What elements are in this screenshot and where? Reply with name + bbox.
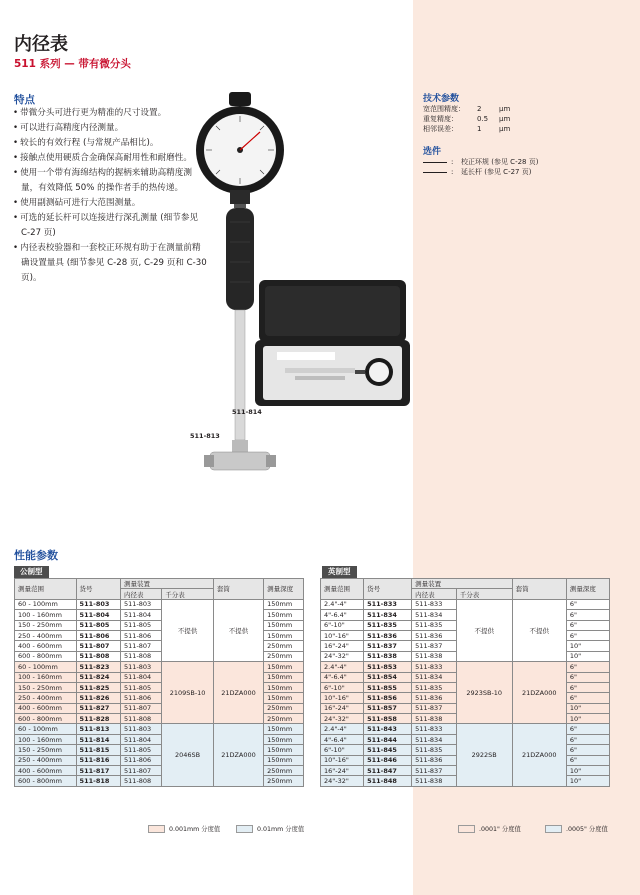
cell-range: 10"-16" <box>321 693 364 703</box>
cell-indicator: 511-808 <box>121 651 162 661</box>
legend-label: 0.001mm 分度值 <box>169 826 221 833</box>
cell-range: 10"-16" <box>321 755 364 765</box>
image-label-511-814: 511-814 <box>232 408 262 416</box>
legend-swatch <box>458 825 475 833</box>
cell-range: 24"-32" <box>321 714 364 724</box>
spec-label: 相邻误差： <box>423 125 458 133</box>
cell-range: 250 - 400mm <box>15 630 77 640</box>
tech-specs-heading: 技术参数 <box>423 94 460 104</box>
cell-range: 4"-6.4" <box>321 734 364 744</box>
cell-indicator: 511-804 <box>121 734 162 744</box>
cell-indicator: 511-835 <box>412 682 457 692</box>
header-indicator: 内径表 <box>121 589 162 599</box>
cell-micrometer: 不提供 <box>456 599 512 661</box>
feature-item: • 接触点使用硬质合金确保高耐用性和耐磨性。 <box>13 151 208 166</box>
option-dash <box>423 172 447 173</box>
legend-swatch <box>148 825 165 833</box>
cell-code: 511-815 <box>76 745 120 755</box>
header-indicator: 内径表 <box>412 589 457 599</box>
cell-indicator: 511-838 <box>412 714 457 724</box>
spec-row <box>423 124 510 134</box>
cell-range: 400 - 600mm <box>15 641 77 651</box>
spec-value: 2 <box>477 105 482 113</box>
cell-range: 150 - 250mm <box>15 620 77 630</box>
cell-range: 400 - 600mm <box>15 703 77 713</box>
header-row <box>15 579 304 589</box>
cell-indicator: 511-808 <box>121 714 162 724</box>
table-header <box>321 579 610 600</box>
cell-depth: 6" <box>566 745 609 755</box>
cell-indicator: 511-834 <box>412 734 457 744</box>
options-table <box>423 157 538 177</box>
cell-range: 6"-10" <box>321 620 364 630</box>
cell-indicator: 511-835 <box>412 745 457 755</box>
cell-code: 511-804 <box>76 610 120 620</box>
header-micrometer: 千分表 <box>162 589 214 599</box>
header-depth: 测量深度 <box>264 579 304 600</box>
table-group <box>321 662 610 724</box>
imperial-legend-1 <box>458 824 521 833</box>
cell-code: 511-823 <box>76 662 120 672</box>
cell-depth: 150mm <box>264 724 304 734</box>
image-label-511-813: 511-813 <box>190 432 220 440</box>
page-title: 内径表 <box>14 34 68 55</box>
cell-indicator: 511-807 <box>121 766 162 776</box>
cell-set: 21DZA000 <box>213 662 263 724</box>
cell-depth: 10" <box>566 703 609 713</box>
legend-label: 0.01mm 分度值 <box>257 826 305 833</box>
table-row <box>321 662 610 672</box>
cell-depth: 6" <box>566 755 609 765</box>
feature-item: • 较长的有效行程 (与常规产品相比)。 <box>13 136 208 151</box>
legend-label: .0005" 分度值 <box>566 826 608 833</box>
header-micrometer: 千分表 <box>456 589 512 599</box>
cell-set: 不提供 <box>512 599 566 661</box>
cell-depth: 150mm <box>264 662 304 672</box>
cell-depth: 150mm <box>264 599 304 609</box>
table-row <box>321 599 610 609</box>
metric-legend-2 <box>236 824 304 833</box>
cell-range: 16"-24" <box>321 703 364 713</box>
cell-code: 511-808 <box>76 651 120 661</box>
cell-range: 100 - 160mm <box>15 734 77 744</box>
cell-depth: 6" <box>566 682 609 692</box>
cell-code: 511-814 <box>76 734 120 744</box>
cell-range: 2.4"-4" <box>321 599 364 609</box>
cell-code: 511-845 <box>364 745 412 755</box>
cell-code: 511-846 <box>364 755 412 765</box>
cell-code: 511-824 <box>76 672 120 682</box>
table-group <box>15 662 304 724</box>
cell-range: 16"-24" <box>321 641 364 651</box>
cell-set: 不提供 <box>213 599 263 661</box>
cell-micrometer: 2923SB-10 <box>456 662 512 724</box>
cell-indicator: 511-836 <box>412 755 457 765</box>
table-group <box>321 599 610 661</box>
table-row <box>321 724 610 734</box>
cell-depth: 6" <box>566 734 609 744</box>
cell-micrometer: 2109SB-10 <box>162 662 214 724</box>
cell-indicator: 511-803 <box>121 724 162 734</box>
cell-range: 100 - 160mm <box>15 610 77 620</box>
cell-indicator: 511-836 <box>412 693 457 703</box>
option-text: 校正环规 (参见 C-28 页) <box>461 158 539 166</box>
cell-indicator: 511-833 <box>412 662 457 672</box>
cell-range: 150 - 250mm <box>15 745 77 755</box>
cell-indicator: 511-807 <box>121 641 162 651</box>
header-device: 测量装置 <box>412 579 512 589</box>
cell-depth: 6" <box>566 724 609 734</box>
cell-depth: 250mm <box>264 641 304 651</box>
cell-depth: 6" <box>566 620 609 630</box>
cell-micrometer: 不提供 <box>162 599 214 661</box>
cell-code: 511-834 <box>364 610 412 620</box>
cell-code: 511-818 <box>76 776 120 786</box>
cell-depth: 6" <box>566 662 609 672</box>
cell-depth: 6" <box>566 610 609 620</box>
cell-depth: 150mm <box>264 682 304 692</box>
cell-indicator: 511-837 <box>412 641 457 651</box>
cell-code: 511-827 <box>76 703 120 713</box>
header-row <box>321 579 610 589</box>
imperial-legend-2 <box>545 824 608 833</box>
option-dash <box>423 162 447 163</box>
cell-depth: 6" <box>566 599 609 609</box>
cell-range: 100 - 160mm <box>15 672 77 682</box>
cell-range: 4"-6.4" <box>321 610 364 620</box>
table-row <box>15 662 304 672</box>
page-subtitle: 511 系列 — 带有微分头 <box>14 58 131 70</box>
cell-code: 511-836 <box>364 630 412 640</box>
features-heading: 特点 <box>14 94 35 106</box>
cell-indicator: 511-834 <box>412 610 457 620</box>
cell-range: 6"-10" <box>321 682 364 692</box>
cell-indicator: 511-806 <box>121 630 162 640</box>
cell-range: 24"-32" <box>321 776 364 786</box>
cell-depth: 150mm <box>264 755 304 765</box>
cell-code: 511-828 <box>76 714 120 724</box>
header-code: 货号 <box>76 579 120 600</box>
spec-label: 重复精度： <box>423 115 458 123</box>
features-list <box>13 106 208 286</box>
metric-legend-1 <box>148 824 220 833</box>
legend-swatch <box>236 825 253 833</box>
cell-range: 150 - 250mm <box>15 682 77 692</box>
cell-indicator: 511-834 <box>412 672 457 682</box>
cell-indicator: 511-835 <box>412 620 457 630</box>
cell-depth: 6" <box>566 672 609 682</box>
cell-code: 511-805 <box>76 620 120 630</box>
spec-unit: μm <box>499 105 511 113</box>
cell-indicator: 511-808 <box>121 776 162 786</box>
cell-range: 4"-6.4" <box>321 672 364 682</box>
imperial-spec-table <box>320 578 610 787</box>
spec-row <box>423 114 510 124</box>
cell-indicator: 511-803 <box>121 662 162 672</box>
table-row <box>15 724 304 734</box>
cell-depth: 150mm <box>264 734 304 744</box>
header-set: 套筒 <box>213 579 263 600</box>
spec-unit: μm <box>499 115 511 123</box>
cell-indicator: 511-833 <box>412 724 457 734</box>
table-group <box>15 724 304 786</box>
imperial-tag: 英制型 <box>322 566 357 578</box>
gauge-case-image <box>255 280 410 408</box>
legend-label: .0001" 分度值 <box>479 826 521 833</box>
header-device: 测量装置 <box>121 579 214 589</box>
header-depth: 测量深度 <box>566 579 609 600</box>
cell-indicator: 511-837 <box>412 766 457 776</box>
cell-code: 511-813 <box>76 724 120 734</box>
cell-depth: 150mm <box>264 610 304 620</box>
spec-value: 0.5 <box>477 115 489 123</box>
cell-micrometer: 2046SB <box>162 724 214 786</box>
cell-code: 511-835 <box>364 620 412 630</box>
cell-code: 511-807 <box>76 641 120 651</box>
cell-code: 511-826 <box>76 693 120 703</box>
cell-micrometer: 2922SB <box>456 724 512 786</box>
cell-code: 511-816 <box>76 755 120 765</box>
feature-item: • 使用一个带有海绵结构的握柄来辅助高精度测量，有效降低 50% 的操作者手的热传递。 <box>13 166 208 196</box>
cell-range: 600 - 800mm <box>15 776 77 786</box>
cell-range: 2.4"-4" <box>321 662 364 672</box>
performance-heading: 性能参数 <box>14 549 58 562</box>
cell-indicator: 511-805 <box>121 745 162 755</box>
cell-code: 511-803 <box>76 599 120 609</box>
cell-range: 600 - 800mm <box>15 651 77 661</box>
cell-depth: 6" <box>566 630 609 640</box>
cell-depth: 250mm <box>264 651 304 661</box>
table-group <box>321 724 610 786</box>
cell-indicator: 511-804 <box>121 610 162 620</box>
cell-depth: 10" <box>566 714 609 724</box>
cell-depth: 10" <box>566 651 609 661</box>
option-colon: : <box>451 158 454 166</box>
table-header <box>15 579 304 600</box>
cell-range: 60 - 100mm <box>15 662 77 672</box>
cell-indicator: 511-805 <box>121 682 162 692</box>
cell-depth: 10" <box>566 776 609 786</box>
legend-swatch <box>545 825 562 833</box>
cell-code: 511-806 <box>76 630 120 640</box>
cell-indicator: 511-838 <box>412 651 457 661</box>
spec-unit: μm <box>499 125 511 133</box>
spec-row <box>423 104 510 114</box>
tech-specs-table <box>423 104 510 134</box>
feature-item: • 可以进行高精度内径测量。 <box>13 121 208 136</box>
option-colon: : <box>451 168 454 176</box>
cell-depth: 250mm <box>264 714 304 724</box>
cell-code: 511-847 <box>364 766 412 776</box>
feature-item: • 带微分头可进行更为精准的尺寸设置。 <box>13 106 208 121</box>
cell-code: 511-854 <box>364 672 412 682</box>
cell-range: 250 - 400mm <box>15 693 77 703</box>
cell-depth: 150mm <box>264 693 304 703</box>
cell-range: 16"-24" <box>321 766 364 776</box>
cell-code: 511-837 <box>364 641 412 651</box>
cell-indicator: 511-806 <box>121 693 162 703</box>
option-row <box>423 167 538 177</box>
cell-depth: 250mm <box>264 766 304 776</box>
cell-code: 511-844 <box>364 734 412 744</box>
cell-depth: 250mm <box>264 703 304 713</box>
metric-spec-table <box>14 578 304 787</box>
option-row <box>423 157 538 167</box>
cell-set: 21DZA000 <box>512 662 566 724</box>
cell-indicator: 511-805 <box>121 620 162 630</box>
cell-set: 21DZA000 <box>213 724 263 786</box>
cell-set: 21DZA000 <box>512 724 566 786</box>
header-range: 测量范围 <box>15 579 77 600</box>
cell-code: 511-853 <box>364 662 412 672</box>
metric-tag: 公制型 <box>14 566 49 578</box>
header-range: 测量范围 <box>321 579 364 600</box>
cell-code: 511-843 <box>364 724 412 734</box>
cell-depth: 250mm <box>264 776 304 786</box>
cell-range: 24"-32" <box>321 651 364 661</box>
cell-depth: 10" <box>566 766 609 776</box>
cell-range: 60 - 100mm <box>15 599 77 609</box>
cell-code: 511-838 <box>364 651 412 661</box>
cell-indicator: 511-807 <box>121 703 162 713</box>
cell-depth: 6" <box>566 693 609 703</box>
cell-code: 511-858 <box>364 714 412 724</box>
spec-value: 1 <box>477 125 482 133</box>
option-text: 延长杆 (参见 C-27 页) <box>461 168 532 176</box>
feature-item: • 内径表校验器和一套校正环规有助于在测量前精确设置量具 (细节参见 C-28 页, C-29 页和 C-30 页)。 <box>13 241 208 286</box>
cell-indicator: 511-806 <box>121 755 162 765</box>
cell-depth: 150mm <box>264 620 304 630</box>
feature-item: • 使用副测砧可进行大范围测量。 <box>13 196 208 211</box>
cell-range: 400 - 600mm <box>15 766 77 776</box>
cell-range: 10"-16" <box>321 630 364 640</box>
feature-item: • 可选的延长杆可以连接进行深孔测量 (细节参见 C-27 页) <box>13 211 208 241</box>
cell-code: 511-825 <box>76 682 120 692</box>
cell-depth: 150mm <box>264 672 304 682</box>
cell-indicator: 511-803 <box>121 599 162 609</box>
cell-code: 511-856 <box>364 693 412 703</box>
cell-indicator: 511-836 <box>412 630 457 640</box>
header-code: 货号 <box>364 579 412 600</box>
cell-depth: 10" <box>566 641 609 651</box>
cell-range: 60 - 100mm <box>15 724 77 734</box>
cell-code: 511-848 <box>364 776 412 786</box>
cell-code: 511-833 <box>364 599 412 609</box>
cell-indicator: 511-804 <box>121 672 162 682</box>
cell-range: 6"-10" <box>321 745 364 755</box>
cell-indicator: 511-833 <box>412 599 457 609</box>
spec-label: 宽范围精度： <box>423 105 465 113</box>
cell-depth: 150mm <box>264 745 304 755</box>
cell-indicator: 511-837 <box>412 703 457 713</box>
table-group <box>15 599 304 661</box>
table-row <box>15 599 304 609</box>
cell-code: 511-857 <box>364 703 412 713</box>
cell-range: 600 - 800mm <box>15 714 77 724</box>
cell-depth: 150mm <box>264 630 304 640</box>
cell-indicator: 511-838 <box>412 776 457 786</box>
cell-range: 250 - 400mm <box>15 755 77 765</box>
cell-code: 511-817 <box>76 766 120 776</box>
cell-code: 511-855 <box>364 682 412 692</box>
header-set: 套筒 <box>512 579 566 600</box>
cell-range: 2.4"-4" <box>321 724 364 734</box>
options-heading: 选件 <box>423 147 442 157</box>
